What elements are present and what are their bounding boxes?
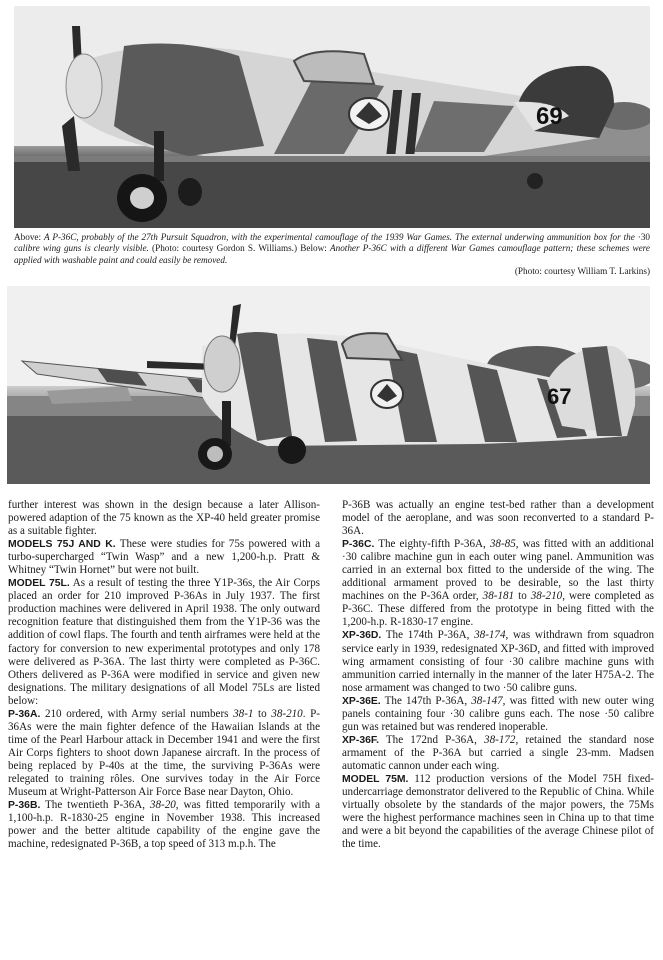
text-column-right (342, 499, 654, 851)
paragraph-text: 112 production versions of the Model 75H fixed-undercarriage demonstrator delivered to the Republic of China. While virtually obsolete by the standards of the major powers, the 75Ms were the highest performance machines seen in China up to that time and were a bit beyond the capabilities of the average Chinese pilot of the time. (342, 772, 654, 851)
paragraph-xp36e (342, 695, 654, 734)
paragraph-text: . P-36As were the main fighter defence of the Hawaiian Islands at the time of the Pearl Harbour attack in December 1941 and were the first Air Corps fighters to shoot down Japanese aircraft. In the process of being replaced by P-40s at the time, the surviving P-36As were relegated to training rôles. One survives today in the Air Force Museum at Wright-Patterson Air Force Base near Dayton, Ohio. (8, 707, 320, 799)
paragraph-text: , was fitted temporarily with a 1,100-h.p. R-1830-25 engine in November 1938. This increased power and the better altitude capability of the engine gave the machine, redesignated P-36B, a top speed of 313 m.p.h. The (8, 799, 320, 851)
serial-number: 38-181 (482, 590, 515, 603)
section-heading: P-36A. (8, 708, 41, 720)
paragraph-text: P-36B was actually an engine test-bed rather than a development model of the aeroplane, and was soon reconverted to a standard P-36A. (342, 499, 654, 538)
paragraph-model-75m (342, 773, 654, 851)
section-heading: P-36C. (342, 539, 375, 551)
paragraph-intro-continued (8, 499, 320, 538)
paragraph-text: The 174th P-36A, (381, 629, 475, 642)
paragraph-text: , were completed as P-36C. These differed from the prototype in being fitted with the 1,200-h.p. R-1830-17 engine. (342, 590, 654, 629)
paragraph-text: , was withdrawn from squadron service early in 1939, redesignated XP-36D, and fitted with improved wing armament consisting of four ·30 calibre machine guns with ammunition carried internally in the manner of the later H75A-2. The nose armament was changed to two ·50 calibre guns. (342, 629, 654, 694)
caption-text-above-a: A P-36C, probably of the 27th Pursuit Squadron, with the experimental camouflage of the 1939 War Games. The external underwing ammunition box for the (43, 232, 638, 242)
paragraph-p36a (8, 708, 320, 799)
serial-number: 38-172 (484, 733, 516, 746)
paragraph-text: These were studies for 75s powered with a turbo-supercharged “Twin Wasp” and a new 1,200-h.p. Pratt & Whitney “Twin Hornet” but were not built. (8, 538, 320, 577)
section-heading: XP-36F. (342, 734, 379, 746)
caption-credit-1: (Photo: courtesy Gordon S. Williams.) (148, 243, 301, 254)
paragraph-text: further interest was shown in the design because a later Allison-powered adaption of the 75 known as the XP-40 held greater promise as a suitable fighter. (8, 499, 320, 538)
paragraph-models-75j-k (8, 538, 320, 577)
caption-text-above-b: calibre wing guns is clearly visible. (14, 243, 149, 254)
photo-caption (14, 232, 650, 277)
section-heading: XP-36D. (342, 630, 382, 642)
serial-number: 38-174 (474, 629, 506, 642)
paragraph-text: The twentieth P-36A, (40, 799, 150, 812)
caption-lead-below: Below: (300, 243, 330, 254)
section-heading: MODELS 75J AND K. (8, 539, 116, 551)
serial-number: 38-1 (233, 707, 254, 720)
serial-number: 38-147 (471, 694, 503, 707)
paragraph-p36b (8, 799, 320, 851)
photo-p36c-top (14, 6, 650, 228)
serial-number: 38-210 (530, 590, 563, 603)
section-heading: MODEL 75L. (8, 578, 70, 590)
paragraph-model-75l (8, 577, 320, 707)
paragraph-text: , was fitted with new outer wing panels containing four ·30 calibre guns each. The nose ·50 calibre gun was retained but was rendered inoperable. (342, 694, 654, 733)
section-heading: P-36B. (8, 800, 41, 812)
serial-number: 38-20 (149, 799, 176, 812)
paragraph-text: As a result of testing the three Y1P-36s, the Air Corps placed an order for 210 improved P-36As in July 1937. The first production machines were delivered in April 1938. The only outward recognition feature that distinguished them from the Y1P-36 was the addition of cowl flaps. The fourth and tenth airframes were held at the factory for conversion to new experimental prototypes and only 178 were delivered as P-36A. The last thirty were completed as P-36C. Others delivered as P-36A were modified in service and given new designations. The military designations of all Model 75Ls are listed below: (8, 577, 320, 707)
paragraph-text: The eighty-fifth P-36A, (374, 538, 490, 551)
tail-number-67: 67 (547, 384, 572, 409)
paragraph-p36b-continued (342, 499, 654, 538)
caption-credit-2: (Photo: courtesy William T. Larkins) (514, 265, 650, 276)
paragraph-xp36d (342, 629, 654, 694)
paragraph-text: to (253, 707, 272, 720)
caption-lead-above: Above: (14, 232, 44, 242)
paragraph-text: The 147th P-36A, (380, 694, 472, 707)
paragraph-text: The 172nd P-36A, (378, 733, 485, 746)
paragraph-text: to (514, 590, 531, 603)
paragraph-xp36f (342, 734, 654, 773)
serial-number: 38-210 (271, 707, 303, 720)
paragraph-p36c (342, 538, 654, 629)
caption-text-below: Another P-36C with a different War Games camouflage pattern; these schemes were applied with washable paint and could easily be removed. (14, 243, 650, 265)
text-column-left (8, 499, 320, 851)
caption-calibre: ·30 (637, 232, 651, 242)
paragraph-text: 210 ordered, with Army serial numbers (40, 707, 234, 720)
photo-p36c-bottom (7, 286, 650, 484)
tail-number-69: 69 (536, 103, 563, 130)
paragraph-text: , retained the standard nose armament of the P-36A but carried a single 23-mm. Madsen automatic cannon under each wing. (342, 733, 654, 772)
paragraph-text: , was fitted with an additional ·30 calibre machine gun in each outer wing panel. Ammunition was carried in an external box fitted to the underside of the wing. The additional armament proved to be desirable, so the last thirty machines on the P-36A order, (342, 538, 654, 603)
serial-number: 38-85 (489, 538, 516, 551)
section-heading: MODEL 75M. (342, 773, 409, 785)
section-heading: XP-36E. (342, 695, 381, 707)
